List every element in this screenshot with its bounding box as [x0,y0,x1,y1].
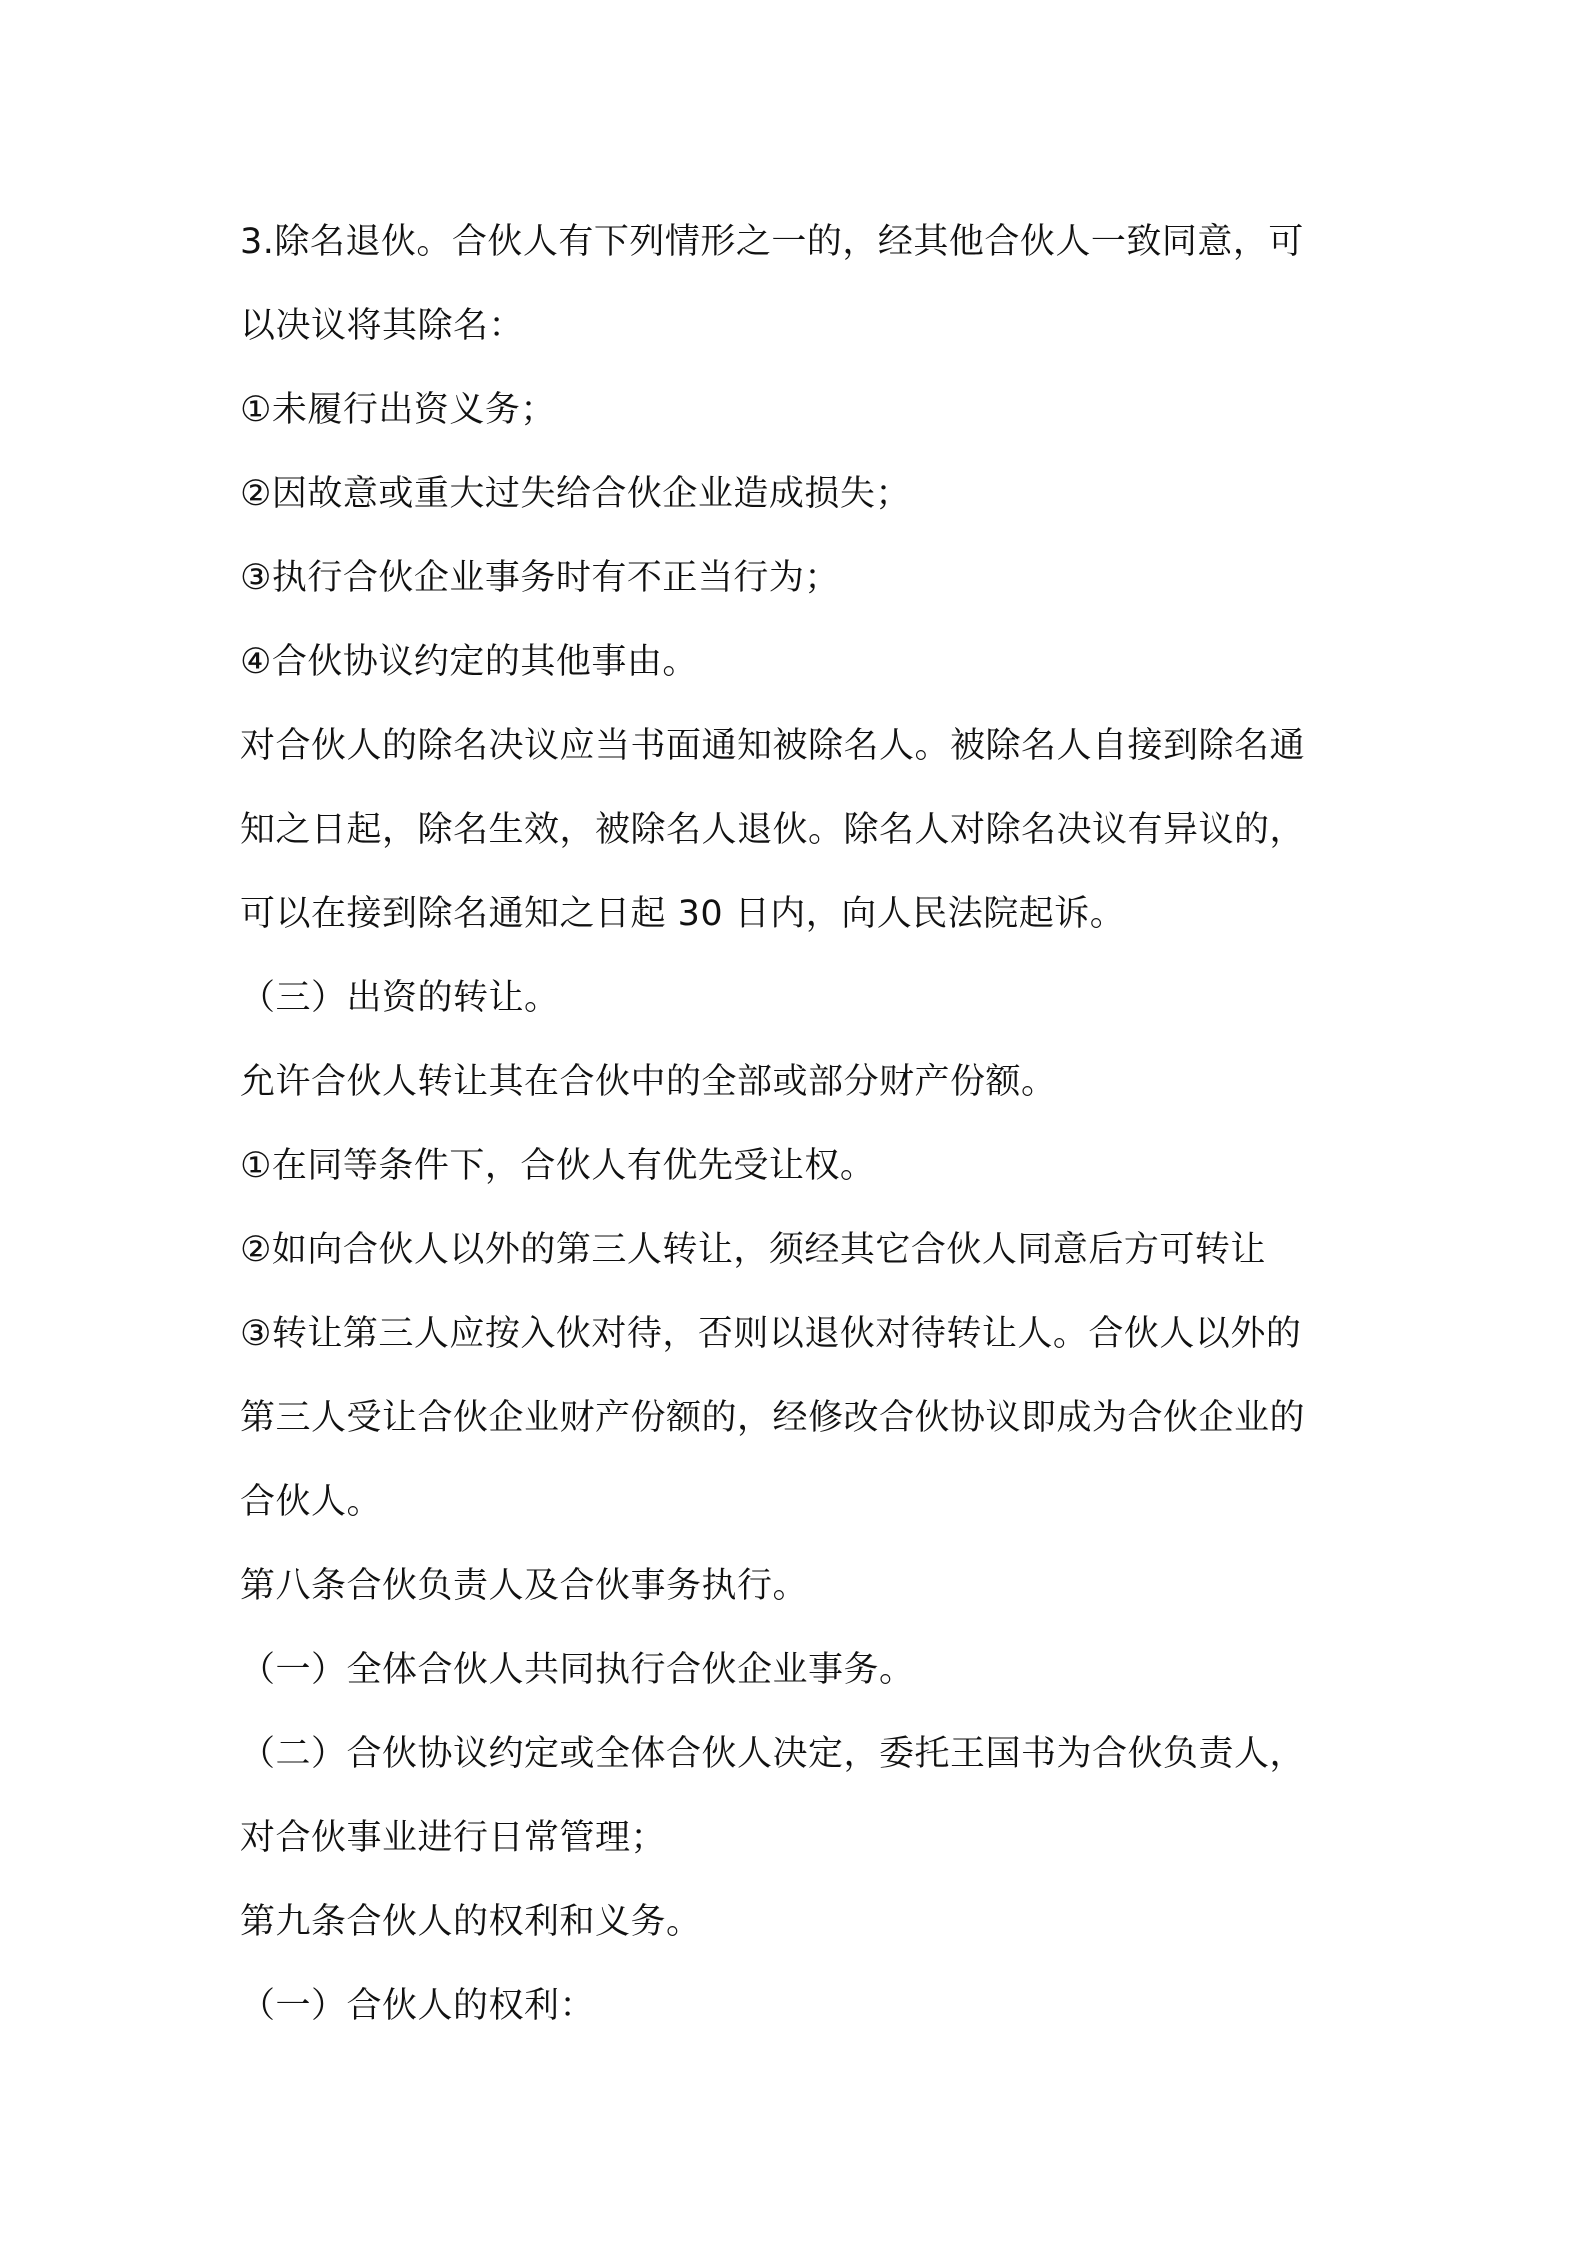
text-line: 可以在接到除名通知之日起 30 日内，向人民法院起诉。 [240,894,1126,934]
article-heading: 第八条合伙负责人及合伙事务执行。 [240,1566,809,1606]
section-heading: （一）合伙人的权利： [240,1986,596,2026]
section-heading: （一）全体合伙人共同执行合伙企业事务。 [240,1650,915,1690]
section-heading: （三）出资的转让。 [240,978,560,1018]
text-line: 第三人受让合伙企业财产份额的，经修改合伙协议即成为合伙企业的 [240,1398,1306,1438]
document-body [240,200,1350,2048]
text-line: 以决议将其除名： [240,306,525,346]
text-line: 知之日起，除名生效，被除名人退伙。除名人对除名决议有异议的， [240,810,1306,850]
text-line: 3.除名退伙。合伙人有下列情形之一的，经其他合伙人一致同意，可 [240,222,1304,262]
section-heading: （二）合伙协议约定或全体合伙人决定，委托王国书为合伙负责人， [240,1734,1306,1774]
list-item: ②因故意或重大过失给合伙企业造成损失； [240,474,911,514]
list-item: ③执行合伙企业事务时有不正当行为； [240,558,840,598]
text-line: 合伙人。 [240,1482,383,1522]
list-item: ①未履行出资义务； [240,390,556,430]
list-item: ②如向合伙人以外的第三人转让，须经其它合伙人同意后方可转让 [240,1230,1266,1270]
list-item: ④合伙协议约定的其他事由。 [240,642,698,682]
list-item: ③转让第三人应按入伙对待，否则以退伙对待转让人。合伙人以外的 [240,1314,1302,1354]
list-item: ①在同等条件下，合伙人有优先受让权。 [240,1146,876,1186]
text-line: 对合伙人的除名决议应当书面通知被除名人。被除名人自接到除名通 [240,726,1306,766]
text-line: 对合伙事业进行日常管理； [240,1818,667,1858]
article-heading: 第九条合伙人的权利和义务。 [240,1902,702,1942]
text-line: 允许合伙人转让其在合伙中的全部或部分财产份额。 [240,1062,1057,1102]
